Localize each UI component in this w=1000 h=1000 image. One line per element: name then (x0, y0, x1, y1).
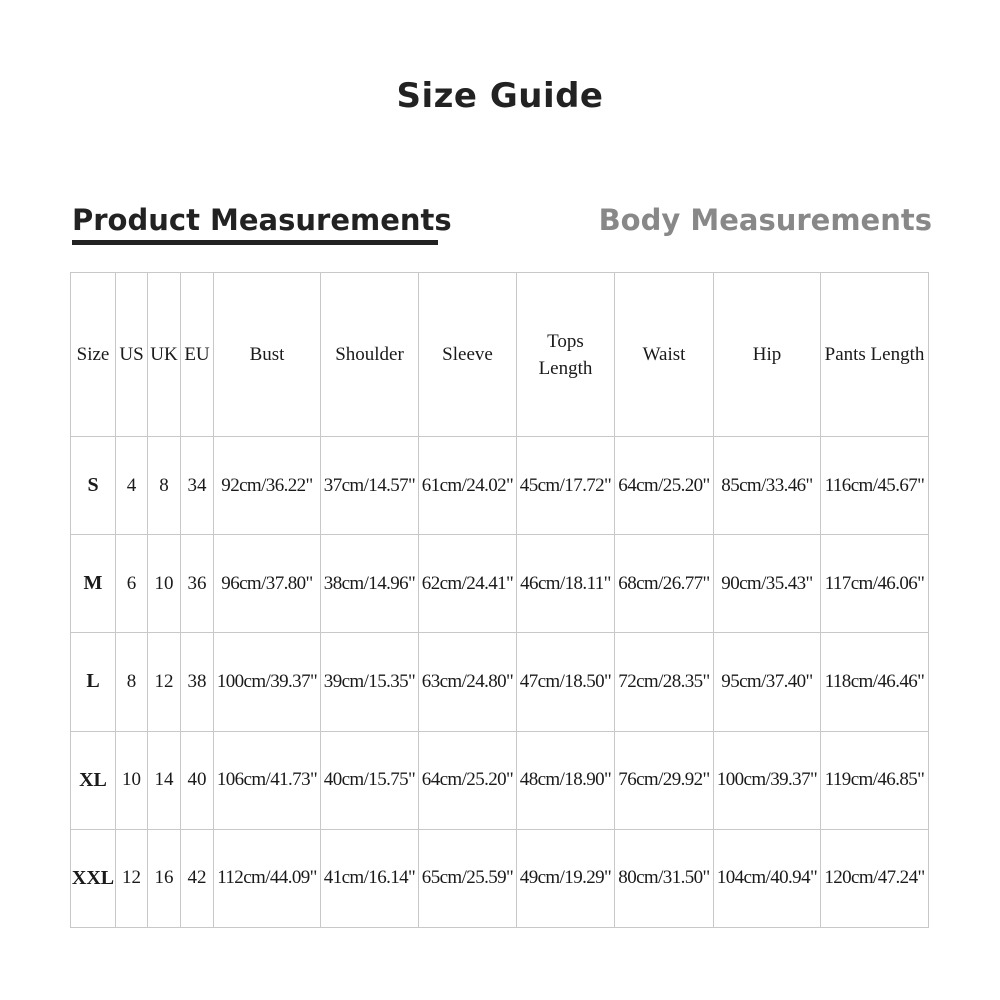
cell-hip: 95cm/37.40" (714, 633, 821, 731)
header-tops-length (517, 273, 615, 437)
header-pants-length: Pants Length (821, 273, 929, 437)
header-us: US (116, 273, 148, 437)
cell-us: 12 (116, 829, 148, 927)
cell-eu: 42 (181, 829, 214, 927)
cell-pants-length: 117cm/46.06" (821, 535, 929, 633)
cell-size: M (71, 535, 116, 633)
cell-sleeve: 64cm/25.20" (419, 731, 517, 829)
cell-shoulder: 38cm/14.96" (321, 535, 419, 633)
cell-hip: 100cm/39.37" (714, 731, 821, 829)
cell-uk: 8 (148, 437, 181, 535)
size-table (70, 272, 929, 928)
table-header-row (71, 273, 929, 437)
cell-us: 6 (116, 535, 148, 633)
cell-eu: 36 (181, 535, 214, 633)
cell-uk: 16 (148, 829, 181, 927)
cell-uk: 12 (148, 633, 181, 731)
header-shoulder: Shoulder (321, 273, 419, 437)
cell-hip: 104cm/40.94" (714, 829, 821, 927)
cell-tops-length: 49cm/19.29" (517, 829, 615, 927)
cell-waist: 64cm/25.20" (615, 437, 714, 535)
header-size: Size (71, 273, 116, 437)
table-row (71, 633, 929, 731)
cell-tops-length: 48cm/18.90" (517, 731, 615, 829)
header-sleeve: Sleeve (419, 273, 517, 437)
cell-hip: 85cm/33.46" (714, 437, 821, 535)
table-row (71, 535, 929, 633)
cell-waist: 72cm/28.35" (615, 633, 714, 731)
cell-eu: 34 (181, 437, 214, 535)
cell-shoulder: 40cm/15.75" (321, 731, 419, 829)
cell-sleeve: 65cm/25.59" (419, 829, 517, 927)
cell-size: XXL (71, 829, 116, 927)
cell-tops-length: 47cm/18.50" (517, 633, 615, 731)
cell-bust: 112cm/44.09" (214, 829, 321, 927)
cell-tops-length: 45cm/17.72" (517, 437, 615, 535)
table-row (71, 829, 929, 927)
cell-bust: 96cm/37.80" (214, 535, 321, 633)
cell-size: L (71, 633, 116, 731)
page-title: Size Guide (396, 76, 604, 116)
cell-waist: 76cm/29.92" (615, 731, 714, 829)
cell-tops-length: 46cm/18.11" (517, 535, 615, 633)
header-uk: UK (148, 273, 181, 437)
cell-shoulder: 39cm/15.35" (321, 633, 419, 731)
active-tab-underline (72, 240, 438, 245)
header-eu: EU (181, 273, 214, 437)
header-tops-length-line-2: Length (538, 357, 593, 379)
cell-shoulder: 41cm/16.14" (321, 829, 419, 927)
table-row (71, 731, 929, 829)
cell-sleeve: 63cm/24.80" (419, 633, 517, 731)
cell-sleeve: 61cm/24.02" (419, 437, 517, 535)
cell-bust: 92cm/36.22" (214, 437, 321, 535)
cell-uk: 14 (148, 731, 181, 829)
header-tops-length-line-1: Tops (547, 330, 584, 352)
tab-body-measurements[interactable]: Body Measurements (598, 203, 932, 237)
cell-us: 4 (116, 437, 148, 535)
cell-pants-length: 116cm/45.67" (821, 437, 929, 535)
cell-eu: 40 (181, 731, 214, 829)
header-bust: Bust (214, 273, 321, 437)
cell-us: 10 (116, 731, 148, 829)
cell-eu: 38 (181, 633, 214, 731)
cell-waist: 68cm/26.77" (615, 535, 714, 633)
cell-pants-length: 120cm/47.24" (821, 829, 929, 927)
cell-pants-length: 119cm/46.85" (821, 731, 929, 829)
cell-uk: 10 (148, 535, 181, 633)
tab-product-measurements[interactable]: Product Measurements (72, 203, 452, 237)
cell-shoulder: 37cm/14.57" (321, 437, 419, 535)
cell-us: 8 (116, 633, 148, 731)
cell-hip: 90cm/35.43" (714, 535, 821, 633)
cell-sleeve: 62cm/24.41" (419, 535, 517, 633)
cell-bust: 100cm/39.37" (214, 633, 321, 731)
cell-size: XL (71, 731, 116, 829)
header-waist: Waist (615, 273, 714, 437)
cell-pants-length: 118cm/46.46" (821, 633, 929, 731)
cell-waist: 80cm/31.50" (615, 829, 714, 927)
cell-size: S (71, 437, 116, 535)
header-hip: Hip (714, 273, 821, 437)
table-row (71, 437, 929, 535)
cell-bust: 106cm/41.73" (214, 731, 321, 829)
